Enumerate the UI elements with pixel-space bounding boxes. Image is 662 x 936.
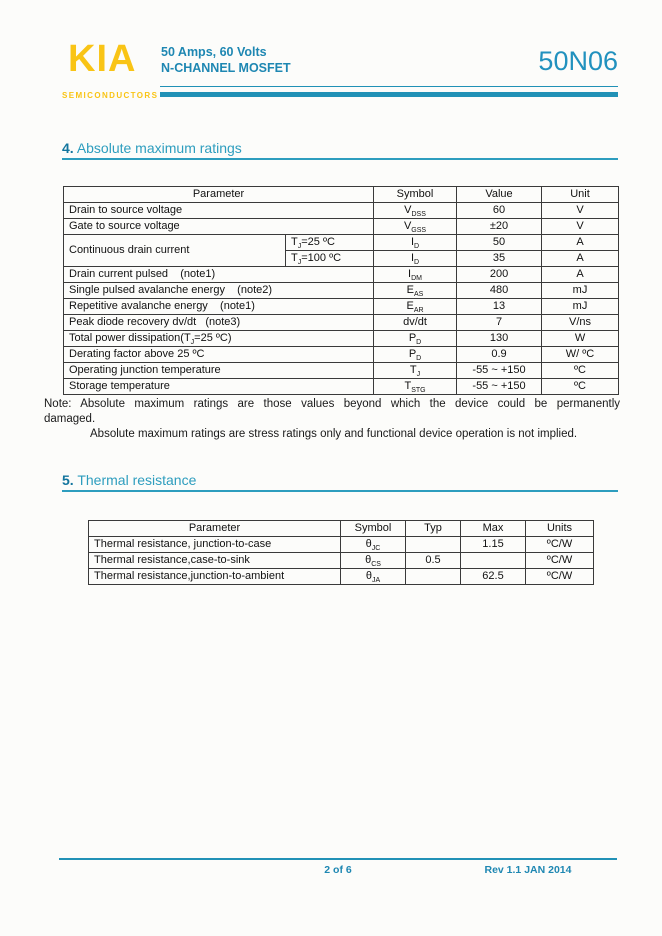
table-row	[89, 569, 594, 585]
value-cell: 480	[457, 283, 542, 299]
parameter-cell: Storage temperature	[64, 379, 374, 395]
section4-title: Absolute maximum ratings	[76, 140, 242, 156]
typ-cell	[406, 537, 461, 553]
symbol-cell: $\theta_{JA}$	[341, 569, 406, 585]
symbol-cell: $P_D$	[374, 347, 457, 363]
symbol-cell: dv/dt	[374, 315, 457, 331]
condition-cell: $T_J=100$ ºC	[286, 251, 374, 267]
symbol-cell: $E_{AS}$	[374, 283, 457, 299]
part-number: 50N06	[538, 46, 618, 76]
max-cell: 62.5	[461, 569, 526, 585]
symbol-cell: $T_{STG}$	[374, 379, 457, 395]
symbol-cell: $\theta_{JC}$	[341, 537, 406, 553]
value-cell: 35	[457, 251, 542, 267]
units-cell: ºC/W	[526, 553, 594, 569]
subtitle-line-2: N-CHANNEL MOSFET	[161, 61, 291, 75]
symbol-cell: $I_D$	[374, 251, 457, 267]
table-row	[64, 283, 619, 299]
kia-logo: KIA	[68, 38, 137, 80]
symbol-cell: $I_D$	[374, 235, 457, 251]
parameter-cell: Single pulsed avalanche energy (note2)	[64, 283, 374, 299]
table-row	[64, 331, 619, 347]
page-indicator: 2 of 6	[324, 864, 352, 876]
value-cell: 0.9	[457, 347, 542, 363]
value-cell: -55 ~ +150	[457, 379, 542, 395]
unit-cell: mJ	[542, 283, 619, 299]
kia-logo-subtext: SEMICONDUCTORS	[62, 91, 159, 100]
condition-cell: $T_J=25$ ºC	[286, 235, 374, 251]
table-row	[64, 315, 619, 331]
parameter-cell: Drain to source voltage	[64, 203, 374, 219]
thermal-resistance-table	[88, 520, 594, 585]
section5-heading	[62, 472, 196, 488]
col-header-symbol: Symbol	[374, 187, 457, 203]
parameter-cell: Gate to source voltage	[64, 219, 374, 235]
parameter-cell: Thermal resistance, junction-to-case	[89, 537, 341, 553]
abs-max-note	[44, 397, 620, 442]
parameter-cell: Continuous drain current	[64, 235, 286, 267]
note-line-3: Absolute maximum ratings are stress ratings only and functional device operation is not implied.	[90, 428, 578, 440]
max-cell	[461, 553, 526, 569]
table-row	[64, 267, 619, 283]
table-header-row	[64, 187, 619, 203]
col-header-parameter: Parameter	[64, 187, 374, 203]
value-cell: 200	[457, 267, 542, 283]
section5-rule	[62, 490, 618, 492]
max-cell: 1.15	[461, 537, 526, 553]
typ-cell: 0.5	[406, 553, 461, 569]
unit-cell: ºC	[542, 379, 619, 395]
units-cell: ºC/W	[526, 569, 594, 585]
parameter-cell: Derating factor above 25 ºC	[64, 347, 374, 363]
unit-cell: ºC	[542, 363, 619, 379]
unit-cell: V	[542, 203, 619, 219]
symbol-cell: $P_D$	[374, 331, 457, 347]
symbol-cell: $E_{AR}$	[374, 299, 457, 315]
device-subtitle	[161, 44, 291, 76]
table-header-row	[89, 521, 594, 537]
section4-rule	[62, 158, 618, 160]
absolute-maximum-ratings-table	[63, 186, 619, 395]
unit-cell: W	[542, 331, 619, 347]
value-cell: 130	[457, 331, 542, 347]
parameter-cell: Repetitive avalanche energy (note1)	[64, 299, 374, 315]
symbol-cell: $I_{DM}$	[374, 267, 457, 283]
value-cell: 50	[457, 235, 542, 251]
symbol-cell: $T_J$	[374, 363, 457, 379]
col-header-value: Value	[457, 187, 542, 203]
section5-title: Thermal resistance	[77, 472, 197, 488]
col-header-parameter: Parameter	[89, 521, 341, 537]
unit-cell: W/ ºC	[542, 347, 619, 363]
symbol-cell: $V_{GSS}$	[374, 219, 457, 235]
units-cell: ºC/W	[526, 537, 594, 553]
unit-cell: V/ns	[542, 315, 619, 331]
unit-cell: A	[542, 235, 619, 251]
value-cell: ±20	[457, 219, 542, 235]
table-row	[64, 219, 619, 235]
symbol-cell: $\theta_{CS}$	[341, 553, 406, 569]
unit-cell: V	[542, 219, 619, 235]
table-row	[64, 299, 619, 315]
col-header-unit: Unit	[542, 187, 619, 203]
note-line-2: damaged.	[44, 413, 96, 425]
unit-cell: A	[542, 267, 619, 283]
value-cell: 13	[457, 299, 542, 315]
value-cell: 7	[457, 315, 542, 331]
table-row	[64, 363, 619, 379]
subtitle-line-1: 50 Amps, 60 Volts	[161, 45, 267, 59]
col-header-max: Max	[461, 521, 526, 537]
table-row	[64, 379, 619, 395]
symbol-cell: $V_{DSS}$	[374, 203, 457, 219]
note-line-1: Note: Absolute maximum ratings are those values beyond which the device could be permanently	[44, 398, 620, 410]
table-row	[64, 203, 619, 219]
value-cell: 60	[457, 203, 542, 219]
unit-cell: mJ	[542, 299, 619, 315]
parameter-cell: Thermal resistance,case-to-sink	[89, 553, 341, 569]
section4-heading	[62, 140, 242, 156]
col-header-units: Units	[526, 521, 594, 537]
footer-rule	[59, 858, 617, 860]
header-rule-thin	[160, 86, 618, 87]
value-cell: -55 ~ +150	[457, 363, 542, 379]
unit-cell: A	[542, 251, 619, 267]
parameter-cell: Drain current pulsed (note1)	[64, 267, 374, 283]
header-rule-thick	[160, 92, 618, 97]
typ-cell	[406, 569, 461, 585]
col-header-symbol: Symbol	[341, 521, 406, 537]
revision-label: Rev 1.1 JAN 2014	[484, 864, 572, 876]
parameter-cell: Peak diode recovery dv/dt (note3)	[64, 315, 374, 331]
parameter-cell: Total power $dissipation(T_J=25$ ºC)	[64, 331, 374, 347]
col-header-typ: Typ	[406, 521, 461, 537]
section4-number: 4.	[62, 140, 74, 156]
section5-number: 5.	[62, 472, 74, 488]
table-row	[64, 347, 619, 363]
table-row	[64, 235, 619, 251]
table-row	[89, 553, 594, 569]
parameter-cell: Operating junction temperature	[64, 363, 374, 379]
table-row	[89, 537, 594, 553]
parameter-cell: Thermal resistance,junction-to-ambient	[89, 569, 341, 585]
